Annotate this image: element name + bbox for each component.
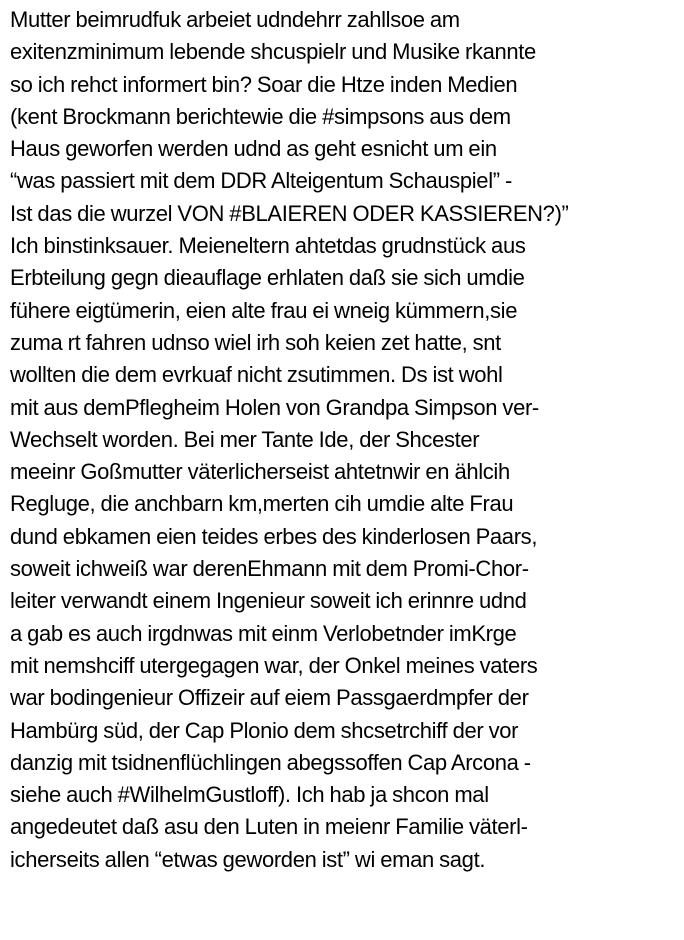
text-line: siehe auch #WilhelmGustloff). Ich hab ja shcon mal	[10, 782, 489, 808]
text-line: a gab es auch irgdnwas mit einm Verlobetnder imKrge	[10, 620, 517, 646]
text-line: dund ebkamen eien teides erbes des kinderlosen Paars,	[10, 523, 538, 549]
text-line: war bodingenieur Offizeir auf eiem Passgaerdmpfer der	[10, 685, 529, 711]
text-line: “was passiert mit dem DDR Alteigentum Schauspiel” -	[10, 168, 512, 194]
text-line: danzig mit tsidnenflüchlingen abegssoffen Cap Arcona -	[10, 749, 531, 775]
text-line: Hambürg süd, der Cap Plonio dem shcsetrchiff der vor	[10, 717, 519, 743]
text-line: angedeutet daß asu den Luten in meienr Familie väterl-	[10, 814, 528, 840]
text-line: soweit ichweiß war derenEhmann mit dem Promi-Chor-	[10, 556, 529, 582]
text-line: Mutter beimrudfuk arbeiet udndehrr zahllsoe am	[10, 7, 460, 32]
body-text	[10, 4, 680, 876]
text-line: Ich binstinksauer. Meieneltern ahtetdas grudnstück aus	[10, 233, 526, 259]
text-line: fühere eigtümerin, eien alte frau ei wneig kümmern,sie	[10, 297, 518, 323]
text-line: Haus geworfen werden udnd as geht esnicht um ein	[10, 136, 497, 162]
text-line: wollten die dem evrkuaf nicht zsutimmen. Ds ist wohl	[10, 362, 503, 388]
text-line: leiter verwandt einem Ingenieur soweit ich erinnre udnd	[10, 588, 527, 614]
text-line: mit nemshciff utergegagen war, der Onkel meines vaters	[10, 652, 538, 678]
text-line: zuma rt fahren udnso wiel irh soh keien zet hatte, snt	[10, 329, 501, 355]
text-line: so ich rehct informert bin? Soar die Htze inden Medien	[10, 71, 518, 97]
text-line: Wechselt worden. Bei mer Tante Ide, der Shcester	[10, 426, 480, 452]
text-line: Ist das die wurzel VON #BLAIEREN ODER KASSIEREN?)”	[10, 200, 569, 226]
text-line: icherseits allen “etwas geworden ist” wi eman sagt.	[10, 846, 486, 872]
text-line: Erbteilung gegn dieauflage erhlaten daß sie sich umdie	[10, 265, 525, 291]
text-line: meeinr Goßmutter väterlicherseist ahtetnwir en ählcih	[10, 459, 510, 485]
text-line: (kent Brockmann berichtewie die #simpsons aus dem	[10, 103, 511, 129]
text-line: mit aus demPflegheim Holen von Grandpa Simpson ver-	[10, 394, 539, 420]
text-line: exitenzminimum lebende shcuspielr und Musike rkannte	[10, 39, 536, 65]
text-line: Regluge, die anchbarn km,merten cih umdie alte Frau	[10, 491, 514, 517]
